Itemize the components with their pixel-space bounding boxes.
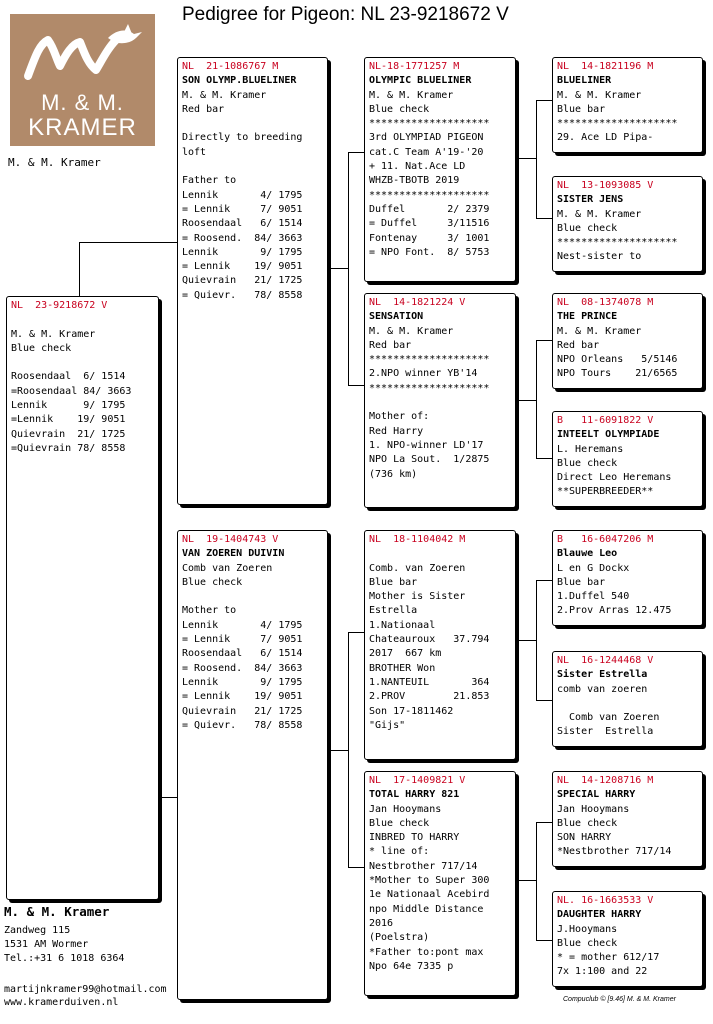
connector-line [536, 218, 553, 219]
card-line [369, 396, 511, 410]
card-line: = Quievr. 78/ 8558 [182, 719, 303, 731]
card-line: Duffel 2/ 2379 [369, 203, 490, 215]
card-line: ******************** [557, 118, 678, 130]
card-line: "Gijs" [369, 719, 406, 731]
card-line: *Nestbrother 717/14 [557, 846, 672, 858]
ring-number: NL 23-9218672 V [11, 300, 108, 311]
pigeon-name: TOTAL HARRY 821 [369, 789, 460, 801]
connector-line [79, 242, 80, 298]
pigeon-card-sire-dam-dam[interactable] [552, 411, 703, 507]
pigeon-card-sire-sire[interactable] [364, 57, 516, 282]
connector-line [518, 640, 537, 641]
card-line: Blue check [557, 937, 618, 949]
card-line: = Lennik 7/ 9051 [182, 634, 303, 646]
card-line [182, 160, 323, 174]
card-line: M. & M. Kramer [557, 208, 642, 220]
card-line: ******************** [369, 189, 490, 201]
card-line: ******************** [369, 354, 490, 366]
pigeon-card-dam-dam-dam[interactable] [552, 891, 703, 987]
card-line: = Lennik 7/ 9051 [182, 203, 303, 215]
connector-line [536, 580, 553, 581]
card-line: L. Heremans [557, 443, 624, 455]
card-line: J.Hooymans [557, 923, 618, 935]
card-line: Red bar [557, 339, 600, 351]
ring-number: NL 19-1404743 V [182, 534, 279, 545]
ring-number: B 11-6091822 V [557, 415, 654, 426]
card-line: Mother is Sister [369, 591, 466, 603]
card-line [11, 356, 154, 370]
card-line: Nestbrother 717/14 [369, 860, 478, 872]
ring-number: NL 14-1821196 M [557, 61, 654, 72]
card-line: Blue check [11, 342, 72, 354]
card-line: Mother of: [369, 411, 430, 423]
card-line: * line of: [369, 846, 430, 858]
pigeon-name: BLUELINER [557, 75, 612, 87]
card-line: 2.PROV 21.853 [369, 691, 490, 703]
pigeon-card-dam-dam[interactable] [364, 771, 516, 996]
ring-number: NL 16-1244468 V [557, 655, 654, 666]
card-line: Quievrain 21/ 1725 [11, 428, 126, 440]
pigeon-card-dam-sire-sire[interactable] [552, 530, 703, 626]
ring-number: NL 18-1104042 M [369, 534, 466, 545]
card-line: NPO Orleans 5/5146 [557, 354, 678, 366]
card-line: Blue check [369, 817, 430, 829]
card-line: Father to [182, 175, 237, 187]
card-line [557, 697, 698, 711]
card-line: comb van zoeren [557, 683, 648, 695]
card-line: loft [182, 146, 207, 158]
card-line: *Father to:pont max [369, 946, 484, 958]
card-line: ******************** [557, 237, 678, 249]
pigeon-card-dam[interactable] [177, 530, 328, 1000]
card-line: M. & M. Kramer [182, 89, 267, 101]
card-line: M. & M. Kramer [557, 89, 642, 101]
connector-line [536, 822, 537, 940]
pigeon-name: INTEELT OLYMPIADE [557, 429, 660, 441]
pigeon-name: OLYMPIC BLUELINER [369, 75, 472, 87]
card-line: Sister Estrella [557, 726, 654, 738]
card-line: *Mother to Super 300 [369, 875, 490, 887]
address-line: Tel.:+31 6 1018 6364 [4, 953, 125, 964]
card-line: Red Harry [369, 425, 424, 437]
pigeon-name: SPECIAL HARRY [557, 789, 636, 801]
ring-number: NL 08-1374078 M [557, 297, 654, 308]
card-line: Blue check [557, 222, 618, 234]
address-line: Zandweg 115 [4, 925, 71, 936]
card-line: Blue bar [557, 576, 606, 588]
card-line: Nest-sister to [557, 251, 642, 263]
card-line: = Lennik 19/ 9051 [182, 691, 303, 703]
website-link[interactable]: www.kramerduiven.nl [4, 997, 119, 1008]
pigeon-card-subject[interactable] [6, 296, 159, 900]
pigeon-name: THE PRINCE [557, 311, 618, 323]
card-line: Blue check [557, 457, 618, 469]
card-line: Lennik 9/ 1795 [182, 676, 303, 688]
pigeon-card-dam-dam-sire[interactable] [552, 771, 703, 867]
card-line: = Roosend. 84/ 3663 [182, 662, 303, 674]
pigeon-name: Blauwe Leo [557, 548, 618, 560]
connector-line [348, 632, 365, 633]
pigeon-card-sire-dam-sire[interactable] [552, 293, 703, 389]
card-line: Chateauroux 37.794 [369, 634, 490, 646]
card-line: Jan Hooymans [557, 803, 630, 815]
card-line: Npo 64e 7335 p [369, 960, 454, 972]
card-line: Comb van Zoeren [557, 712, 660, 724]
card-line: L en G Dockx [557, 562, 630, 574]
card-line: Lennik 9/ 1795 [11, 400, 126, 412]
ring-number: B 16-6047206 M [557, 534, 654, 545]
connector-line [331, 750, 349, 751]
card-line: (736 km) [369, 468, 418, 480]
card-line: =Quievrain 78/ 8558 [11, 442, 126, 454]
email-link[interactable]: martijnkramer99@hotmail.com [4, 984, 167, 995]
pigeon-name: SON OLYMP.BLUELINER [182, 75, 297, 87]
card-line: 1.Nationaal [369, 619, 436, 631]
card-line: = NPO Font. 8/ 5753 [369, 246, 490, 258]
pigeon-name: SENSATION [369, 311, 424, 323]
connector-line [536, 100, 537, 218]
card-line: Comb van Zoeren [182, 562, 273, 574]
breeder-name: M. & M. Kramer [8, 156, 101, 169]
connector-line [536, 940, 553, 941]
pigeon-name: VAN ZOEREN DUIVIN [182, 548, 285, 560]
connector-line [518, 158, 537, 159]
card-line: 29. Ace LD Pipa- [557, 132, 654, 144]
card-line: Lennik 9/ 1795 [182, 246, 303, 258]
pigeon-logo-icon [10, 14, 155, 94]
card-line: * = mother 612/17 [557, 952, 660, 964]
pigeon-name: DAUGHTER HARRY [557, 909, 642, 921]
pigeon-name: Sister Estrella [557, 669, 648, 681]
connector-line [331, 268, 349, 269]
card-line: Mother to [182, 605, 237, 617]
connector-line [348, 152, 365, 153]
ring-number: NL-18-1771257 M [369, 61, 460, 72]
card-line: + 11. Nat.Ace LD [369, 161, 466, 173]
connector-line [518, 880, 537, 881]
card-line: 7x 1:100 and 22 [557, 966, 648, 978]
logo-text-line2: KRAMER [28, 114, 137, 141]
ring-number: NL 17-1409821 V [369, 775, 466, 786]
page-title: Pedigree for Pigeon: NL 23-9218672 V [182, 4, 509, 25]
card-line [182, 117, 323, 131]
pigeon-card-sire-sire-dam[interactable] [552, 176, 703, 272]
card-line: M. & M. Kramer [369, 89, 454, 101]
connector-line [536, 700, 553, 701]
card-line: Blue check [182, 576, 243, 588]
card-line: = Quievr. 78/ 8558 [182, 289, 303, 301]
connector-line [79, 242, 179, 243]
pigeon-card-sire-sire-sire[interactable] [552, 57, 703, 153]
breeder-logo [10, 14, 155, 146]
card-line [11, 313, 154, 327]
connector-line [348, 867, 365, 868]
pigeon-name: SISTER JENS [557, 194, 624, 206]
card-line: SON HARRY [557, 832, 612, 844]
card-line: M. & M. Kramer [11, 328, 96, 340]
card-line: Blue check [369, 103, 430, 115]
card-line: WHZB-TBOTB 2019 [369, 175, 460, 187]
card-line: Son 17-1811462 [369, 705, 454, 717]
pigeon-card-dam-sire[interactable] [364, 530, 516, 760]
card-line: 1. NPO-winner LD'17 [369, 439, 484, 451]
card-line: BROTHER Won [369, 662, 436, 674]
card-line: Lennik 4/ 1795 [182, 189, 303, 201]
card-line: = Lennik 19/ 9051 [182, 261, 303, 273]
card-line: **SUPERBREEDER** [557, 486, 654, 498]
breeder-address [4, 905, 124, 966]
card-line: Red bar [182, 103, 225, 115]
connector-line [536, 340, 553, 341]
ring-number: NL. 16-1663533 V [557, 895, 654, 906]
connector-line [536, 340, 537, 458]
card-line: = Duffel 3/11516 [369, 218, 490, 230]
connector-line [348, 385, 365, 386]
card-line: Roosendaal 6/ 1514 [11, 371, 126, 383]
breeder-footer-name: M. & M. Kramer [4, 904, 110, 919]
ring-number: NL 14-1208716 M [557, 775, 654, 786]
connector-line [518, 400, 537, 401]
card-line: Blue check [557, 817, 618, 829]
ring-number: NL 13-1093085 V [557, 180, 654, 191]
card-line: Blue bar [369, 576, 418, 588]
card-line: 1.Duffel 540 [557, 591, 630, 603]
connector-line [536, 458, 553, 459]
card-line: ******************** [369, 118, 490, 130]
card-line: Roosendaal 6/ 1514 [182, 218, 303, 230]
card-line: Comb. van Zoeren [369, 562, 466, 574]
card-line: 2017 667 km [369, 648, 442, 660]
card-line [182, 590, 323, 604]
ring-number: NL 14-1821224 V [369, 297, 466, 308]
card-line: (Poelstra) [369, 932, 430, 944]
card-line: Lennik 4/ 1795 [182, 619, 303, 631]
card-line: Roosendaal 6/ 1514 [182, 648, 303, 660]
connector-line [536, 100, 553, 101]
logo-text-line1: M. & M. [41, 90, 124, 115]
card-line: 2.Prov Arras 12.475 [557, 605, 672, 617]
card-line: Estrella [369, 605, 418, 617]
card-line: Blue bar [557, 103, 606, 115]
ring-number: NL 21-1086767 M [182, 61, 279, 72]
card-line: NPO Tours 21/6565 [557, 368, 678, 380]
card-line: Directly to breeding [182, 132, 303, 144]
software-credit: Compuclub © [9.46] M. & M. Kramer [563, 996, 676, 1003]
card-line: NPO La Sout. 1/2875 [369, 454, 490, 466]
card-line: Quievrain 21/ 1725 [182, 275, 303, 287]
card-line [369, 547, 511, 561]
pigeon-card-dam-sire-dam[interactable] [552, 651, 703, 747]
card-line: =Lennik 19/ 9051 [11, 414, 126, 426]
card-line: Direct Leo Heremans [557, 472, 672, 484]
card-line: npo Middle Distance [369, 903, 484, 915]
card-line: 1.NANTEUIL 364 [369, 676, 490, 688]
card-line: = Roosend. 84/ 3663 [182, 232, 303, 244]
card-line: Quievrain 21/ 1725 [182, 705, 303, 717]
card-line: cat.C Team A'19-'20 [369, 146, 484, 158]
breeder-contact [4, 983, 167, 1009]
card-line: M. & M. Kramer [557, 325, 642, 337]
connector-line [536, 822, 553, 823]
card-line: Red bar [369, 339, 412, 351]
address-line: 1531 AM Wormer [4, 939, 89, 950]
pigeon-card-sire[interactable] [177, 57, 328, 505]
card-line: =Roosendaal 84/ 3663 [11, 385, 132, 397]
card-line: 1e Nationaal Acebird [369, 889, 490, 901]
pigeon-card-sire-dam[interactable] [364, 293, 516, 508]
card-line: ******************** [369, 382, 490, 394]
card-line: M. & M. Kramer [369, 325, 454, 337]
card-line: 2.NPO winner YB'14 [369, 368, 478, 380]
card-line: Fontenay 3/ 1001 [369, 232, 490, 244]
card-line: INBRED TO HARRY [369, 832, 460, 844]
card-line: Jan Hooymans [369, 803, 442, 815]
card-line: 2016 [369, 917, 394, 929]
card-line: 3rd OLYMPIAD PIGEON [369, 132, 484, 144]
